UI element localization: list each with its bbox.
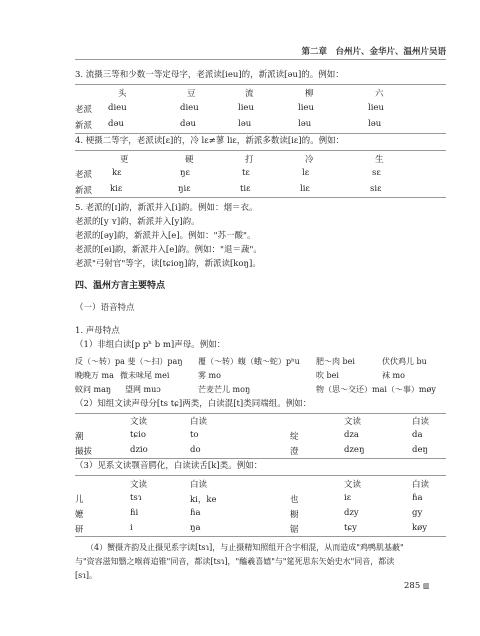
table-4-cell: ɦa [412, 493, 423, 503]
table-1-row-label: 新派 [75, 121, 93, 131]
closing-paragraph-line: 与"资容滋知翳之喉蒋追锥"同音，都读[tsɿ]，"醯羲喜嬉"与"筵死思东矢始史水"同音，都读 [75, 557, 395, 566]
paragraph-4: 4. 梗摄二等字，老派读[ɛ]的，冷 lɛ≠蓼 liɛ，新派多数读[iɛ]的。例如： [75, 136, 345, 146]
example-item: 微未味尾 mei [120, 371, 170, 380]
table-1-head: 豆 [187, 89, 196, 99]
table-3-top-rule [75, 413, 446, 414]
point-intro: （2）知组文读声母分[ts tɕ]两类，白读混[t]类同端组。例如： [75, 399, 312, 409]
paragraph-3: 3. 流摄三等和少数一等定母字，老派读[ieu]的，新派读[əu]的。例如： [75, 70, 344, 80]
table-2-cell: ŋɛ [180, 168, 190, 178]
example-item: 蚊问 maŋ [75, 385, 112, 394]
table-4-cell: gy [412, 508, 423, 518]
example-item: 伏伏鸡儿 bu [382, 357, 427, 366]
table-2-head: 打 [245, 155, 254, 165]
example-item: 反（～转）pa 斐（～扫）paŋ [75, 357, 183, 366]
table-3-head: 文读 [344, 417, 362, 427]
table-3-cell: dzeŋ [344, 445, 365, 455]
table-4-bottom-rule [75, 536, 446, 537]
table-4-cell: tɕy [344, 523, 357, 533]
table-4-cell: dzy [344, 508, 359, 518]
table-1-head: 六 [375, 89, 384, 99]
table-1-bottom-rule [75, 133, 446, 134]
table-2-row-label: 老派 [75, 170, 93, 180]
table-4-cell: 锯 [290, 525, 299, 535]
table-4-cell: 橱 [290, 510, 299, 520]
table-2-head: 生 [375, 155, 384, 165]
table-4-cell: køy [412, 523, 428, 533]
running-header: 第二章 台州片、金华片、温州片吴语 [301, 47, 446, 57]
closing-paragraph-line: （4）蟹摄齐韵及止摄见系字读[tsɿ]，与止摄精知照组开合字相混，从而造成"鸡鸭肌基蔽" [86, 543, 404, 552]
page-number-value: 285 [404, 581, 421, 591]
page-ornament-icon: ▥ [422, 582, 430, 590]
table-2-row-label: 新派 [75, 186, 93, 196]
table-2-head: 更 [120, 155, 129, 165]
page-number [404, 581, 430, 591]
table-2-cell: siɛ [370, 184, 382, 194]
table-4-cell: iɛ [344, 493, 352, 503]
table-3-cell: 撮拔 [75, 447, 93, 457]
table-1-head: 流 [245, 89, 254, 99]
table-1-cell: lieu [298, 103, 314, 113]
table-2-cell: liɛ [300, 184, 310, 194]
table-4-cell: ɦi [130, 508, 139, 518]
example-item: 袜 mo [382, 371, 405, 380]
table-3-head: 文读 [130, 417, 148, 427]
table-3-cell: dzio [130, 445, 148, 455]
table-4-head: 文读 [130, 480, 148, 490]
example-item: 晚晚万 ma [75, 371, 114, 380]
table-2-cell: kiɛ [110, 184, 123, 194]
table-1-head: 柳 [305, 89, 314, 99]
table-2-cell: tɛ [242, 168, 250, 178]
table-3-cell: do [190, 445, 201, 455]
table-2-head: 硬 [185, 155, 194, 165]
table-4-head: 白读 [190, 480, 208, 490]
subsection-heading: （一）语音特点 [75, 303, 135, 313]
table-3-cell: 绽 [290, 432, 299, 442]
paragraph-5-line: 5. 老派的[ɪ]韵，新派并入[i]韵。例如：烟＝衣。 [75, 203, 258, 213]
table-4-cell: 儿 [75, 495, 84, 505]
point-intro: （1）非组白读[p pʰ b m]声母。例如： [75, 340, 226, 350]
table-1-cell: dieu [108, 103, 127, 113]
table-1-top-rule [75, 84, 446, 85]
table-1-cell: ləu [238, 119, 252, 129]
table-3-cell: to [190, 430, 199, 440]
table-1-head: 头 [118, 89, 127, 99]
table-2-cell: lɛ [302, 168, 310, 178]
point-heading: 1. 声母特点 [75, 326, 120, 336]
table-4-cell: ŋa [190, 523, 201, 533]
paragraph-5-line: 老派的[ei]韵，新派并入[e]韵。例如："退＝蔬"。 [75, 245, 262, 255]
table-1-cell: lieu [238, 103, 254, 113]
example-item: 物（思～交还）mai（～事）møy [316, 385, 436, 394]
table-2-cell: sɛ [372, 168, 381, 178]
example-item: 吹 bei [316, 371, 339, 380]
table-1-cell: dəu [108, 119, 124, 129]
table-1-cell: dəu [180, 119, 196, 129]
table-2-cell: tiɛ [240, 184, 251, 194]
table-2-head: 冷 [305, 155, 314, 165]
table-3-cell: tɕio [130, 430, 147, 440]
table-4-head: 文读 [344, 480, 362, 490]
table-3-head: 白读 [412, 417, 430, 427]
table-1-cell: ləu [298, 119, 312, 129]
table-2-cell: kɛ [112, 168, 122, 178]
section-heading: 四、温州方言主要特点 [75, 281, 166, 291]
paragraph-5-line: 老派的[əy]韵，新派并入[e]。例如："苏一酸"。 [75, 231, 256, 241]
table-2-top-rule [75, 150, 446, 151]
table-3-cell: 澄 [290, 447, 299, 457]
table-4-cell: i [130, 523, 133, 533]
example-item: 望网 muɔ [125, 385, 161, 394]
table-1-row-label: 老派 [75, 105, 93, 115]
table-2-bottom-rule [75, 197, 446, 198]
example-item: 芒麦芒儿 moŋ [198, 385, 251, 394]
table-2-cell: ŋiɛ [178, 184, 191, 194]
table-4-cell: ɦa [190, 508, 201, 518]
table-1-cell: dieu [180, 103, 199, 113]
table-4-cell: tsɿ [130, 493, 142, 503]
table-4-cell: 也 [290, 495, 299, 505]
example-item: 肥～肉 bei [316, 357, 355, 366]
table-3-cell: 潮 [75, 432, 84, 442]
table-3-cell: deŋ [412, 445, 428, 455]
table-3-cell: dza [344, 430, 359, 440]
paragraph-5-line: 老派的[y ʏ]韵，新派并入[y]韵。 [75, 217, 200, 227]
table-3-bottom-rule [75, 458, 446, 459]
point-intro: （3）见系文读颚音腭化，白读读舌[k]类。例如： [75, 461, 263, 471]
paragraph-5-line: 老派"弓射官"等字，读[tɕioŋ]韵，新派读[koŋ]。 [75, 259, 261, 269]
table-3-cell: da [412, 430, 423, 440]
table-4-cell: 嬷 [75, 510, 84, 520]
table-1-cell: ləu [368, 119, 382, 129]
header-rule [75, 59, 446, 60]
table-4-head: 白读 [412, 480, 430, 490]
table-4-cell: ki，ke [190, 495, 217, 505]
table-4-cell: 研 [75, 525, 84, 535]
example-item: 覆（～转）蝮（蛾～蛇）pʰu [198, 357, 300, 366]
table-3-head: 白读 [190, 417, 208, 427]
closing-paragraph-line: [sɿ]。 [75, 571, 97, 580]
table-1-cell: lieu [368, 103, 384, 113]
example-item: 雾 mo [198, 371, 221, 380]
table-4-top-rule [75, 475, 446, 476]
